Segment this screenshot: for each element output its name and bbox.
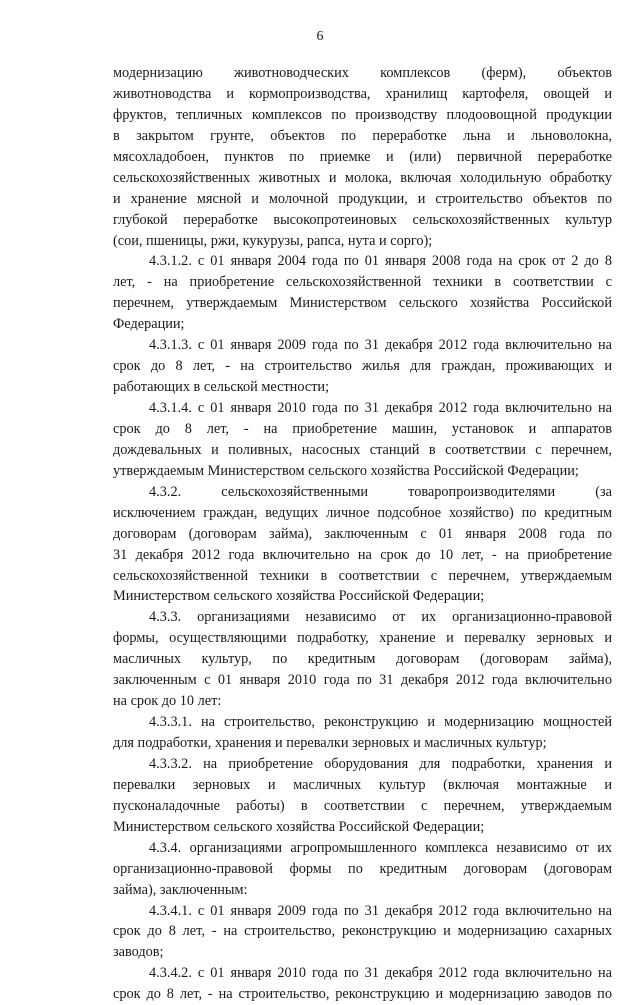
text-line: дождевальных и поливных, насосных станций в соответствии с перечнем, (113, 441, 612, 458)
text-line: перевалки зерновых и масличных культур (включая монтажные и (113, 776, 612, 793)
text-line: заключенным с 01 января 2010 года по 31 декабря 2012 года включительно (113, 672, 612, 689)
text-line: и хранение мясной и молочной продукции, и строительство объектов по (113, 190, 612, 207)
page-number: 6 (316, 29, 324, 44)
text-line: срок до 8 лет, - на строительство, реконструкцию и модернизацию заводов по (113, 986, 612, 1003)
text-line: организационно-правовой формы по кредитным договорам (договорам (113, 860, 612, 877)
text-line: формы, осуществляющими подработку, хранение и перевалку зерновых и (113, 630, 612, 647)
text-line: масличных культур, по кредитным договорам (договорам займа), (113, 651, 612, 668)
text-line: заводов; (113, 944, 164, 961)
text-line: на срок до 10 лет: (113, 693, 222, 710)
text-line: 4.3.2. сельскохозяйственными товаропроизводителями (за (149, 483, 612, 500)
text-line: срок до 8 лет, - на строительство, реконструкцию и модернизацию сахарных (113, 923, 612, 940)
text-line: модернизацию животноводческих комплексов (ферм), объектов (113, 65, 612, 81)
text-line: в закрытом грунте, объектов по переработке льна и льноволокна, (113, 127, 612, 144)
text-line: утверждаемым Министерством сельского хозяйства Российской Федерации; (113, 462, 579, 479)
text-line: срок до 8 лет, - на приобретение машин, установок и аппаратов (113, 420, 612, 437)
text-line: мясохладобоен, пунктов по приемке и (или) первичной переработке (113, 148, 612, 165)
text-line: 4.3.1.2. с 01 января 2004 года по 01 января 2008 года на срок от 2 до 8 (149, 253, 612, 270)
text-line: Министерством сельского хозяйства Российской Федерации; (113, 818, 485, 835)
text-line: 4.3.3.2. на приобретение оборудования для подработки, хранения и (149, 755, 612, 772)
text-line: срок до 8 лет, - на строительство жилья для граждан, проживающих и (113, 358, 612, 375)
text-line: лет, - на приобретение сельскохозяйственной техники в соответствии с (113, 274, 612, 291)
text-line: 4.3.4. организациями агропромышленного комплекса независимо от их (149, 839, 612, 856)
text-line: 4.3.1.4. с 01 января 2010 года по 31 декабря 2012 года включительно на (149, 400, 612, 416)
text-line: 4.3.4.2. с 01 января 2010 года по 31 декабря 2012 года включительно на (149, 965, 612, 982)
text-line: займа), заключенным: (113, 881, 248, 898)
text-line: Федерации; (113, 316, 185, 333)
text-line: 4.3.4.1. с 01 января 2009 года по 31 декабря 2012 года включительно на (149, 902, 612, 919)
text-line: сельскохозяйственной техники в соответствии с перечнем, утверждаемым (113, 567, 612, 584)
text-line: пусконаладочные работы) в соответствии с перечнем, утверждаемым (113, 797, 612, 814)
text-line: исключением граждан, ведущих личное подсобное хозяйство) по кредитным (113, 504, 612, 521)
document-body (113, 63, 612, 1005)
text-line: договорам (договорам займа), заключенным с 01 января 2008 года по (113, 525, 612, 542)
text-line: Министерством сельского хозяйства Российской Федерации; (113, 588, 485, 605)
text-line: перечнем, утверждаемым Министерством сельского хозяйства Российской (113, 295, 612, 312)
text-line: глубокой переработке высокопротеиновых сельскохозяйственных культур (113, 211, 612, 228)
text-line: (сои, пшеницы, ржи, кукурузы, рапса, нута и сорго); (113, 232, 433, 249)
text-line: для подработки, хранения и перевалки зерновых и масличных культур; (113, 735, 547, 751)
text-line: 31 декабря 2012 года включительно на срок до 10 лет, - на приобретение (113, 546, 612, 563)
text-line: работающих в сельской местности; (113, 379, 330, 396)
text-line: животноводства и кормопроизводства, хранилищ картофеля, овощей и (113, 85, 612, 102)
text-line: 4.3.1.3. с 01 января 2009 года по 31 декабря 2012 года включительно на (149, 337, 612, 354)
text-line: фруктов, тепличных комплексов по производству плодоовощной продукции (113, 106, 612, 123)
text-line: сельскохозяйственных животных и молока, включая холодильную обработку (113, 169, 612, 186)
text-line: 4.3.3.1. на строительство, реконструкцию и модернизацию мощностей (149, 714, 612, 731)
text-line: 4.3.3. организациями независимо от их организационно-правовой (149, 609, 612, 626)
